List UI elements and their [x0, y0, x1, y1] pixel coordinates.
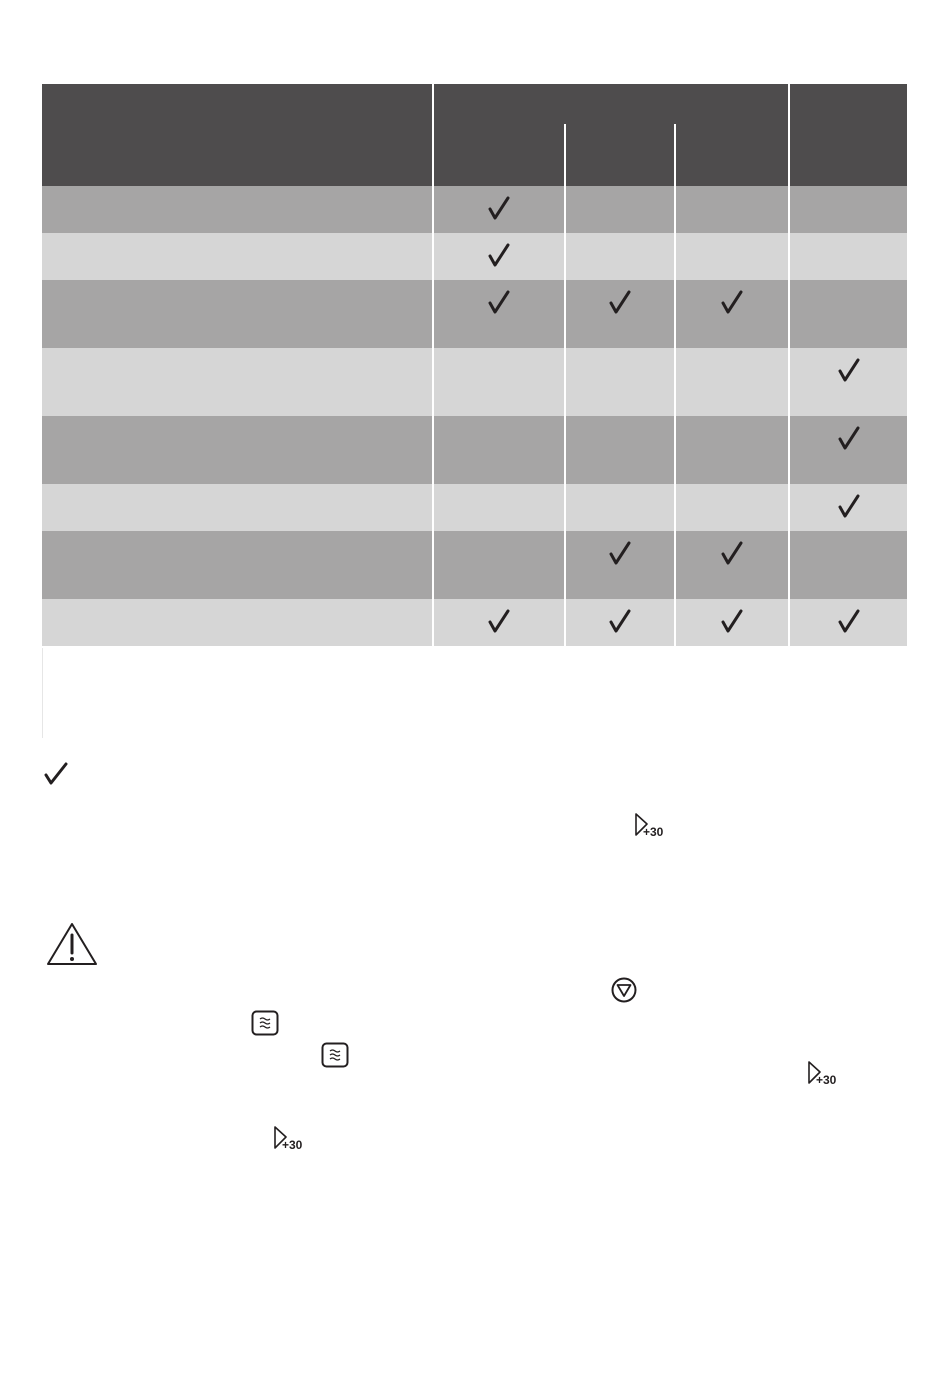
- table-cell: [675, 599, 789, 646]
- plus30-label: +30: [643, 825, 664, 839]
- check-icon: [609, 609, 631, 635]
- header-last-label: [789, 84, 907, 186]
- header-row-label: [42, 84, 433, 186]
- check-icon: [838, 426, 860, 452]
- table-cell: [789, 484, 907, 531]
- margin-line: [42, 648, 43, 738]
- check-icon: [838, 494, 860, 520]
- table-cell: [433, 599, 565, 646]
- header-sub-label-3: [675, 124, 789, 186]
- table-cell: [433, 531, 565, 599]
- check-icon: [721, 609, 743, 635]
- table-row: [42, 416, 907, 484]
- table-cell: [789, 531, 907, 599]
- table-cell: [789, 348, 907, 416]
- table-cell: [675, 484, 789, 531]
- plus30-label: +30: [282, 1138, 303, 1152]
- header-sub-label-1: [433, 124, 565, 186]
- steam-button-icon: [321, 1042, 349, 1068]
- header-sub-label-2: [565, 124, 675, 186]
- check-icon: [721, 541, 743, 567]
- check-icon: [609, 541, 631, 567]
- steam-button-icon: [251, 1010, 279, 1036]
- check-icon: [488, 196, 510, 222]
- table-cell: [565, 416, 675, 484]
- table-body: [42, 186, 907, 646]
- table-row: [42, 484, 907, 531]
- row-label: [42, 531, 433, 599]
- table-cell: [789, 280, 907, 348]
- row-label: [42, 280, 433, 348]
- table-cell: [433, 416, 565, 484]
- table-cell: [675, 416, 789, 484]
- check-icon: [488, 609, 510, 635]
- check-icon: [609, 290, 631, 316]
- check-icon: [838, 609, 860, 635]
- table-cell: [565, 484, 675, 531]
- table-cell: [433, 233, 565, 280]
- row-label: [42, 348, 433, 416]
- stop-circle-icon: [610, 976, 638, 1004]
- table-cell: [789, 186, 907, 233]
- row-label: [42, 599, 433, 646]
- header-group-label: [433, 84, 789, 124]
- table-cell: [675, 531, 789, 599]
- compatibility-table-container: [42, 84, 907, 646]
- table-cell: [433, 186, 565, 233]
- table-row: [42, 280, 907, 348]
- row-label: [42, 233, 433, 280]
- table-cell: [675, 280, 789, 348]
- table-cell: [675, 348, 789, 416]
- table-cell: [433, 484, 565, 531]
- check-icon: [721, 290, 743, 316]
- table-cell: [433, 280, 565, 348]
- table-cell: [675, 233, 789, 280]
- play-plus-30-icon: [807, 1060, 843, 1088]
- table-cell: [565, 599, 675, 646]
- row-label: [42, 416, 433, 484]
- table-row: [42, 599, 907, 646]
- table-cell: [789, 416, 907, 484]
- table-cell: [675, 186, 789, 233]
- check-icon: [44, 762, 68, 788]
- row-label: [42, 186, 433, 233]
- table-row: [42, 233, 907, 280]
- plus30-label: +30: [816, 1073, 837, 1087]
- table-cell: [565, 186, 675, 233]
- table-cell: [565, 531, 675, 599]
- table-cell: [565, 348, 675, 416]
- table-cell: [565, 233, 675, 280]
- row-label: [42, 484, 433, 531]
- table-cell: [433, 348, 565, 416]
- check-icon: [488, 290, 510, 316]
- check-icon: [838, 358, 860, 384]
- table-row: [42, 348, 907, 416]
- play-plus-30-icon: [273, 1125, 309, 1153]
- table-cell: [789, 599, 907, 646]
- table-cell: [789, 233, 907, 280]
- check-icon: [488, 243, 510, 269]
- play-plus-30-icon: [634, 812, 670, 840]
- compatibility-table: [42, 84, 907, 646]
- table-row: [42, 531, 907, 599]
- warning-triangle-icon: [46, 922, 98, 966]
- table-row: [42, 186, 907, 233]
- table-cell: [565, 280, 675, 348]
